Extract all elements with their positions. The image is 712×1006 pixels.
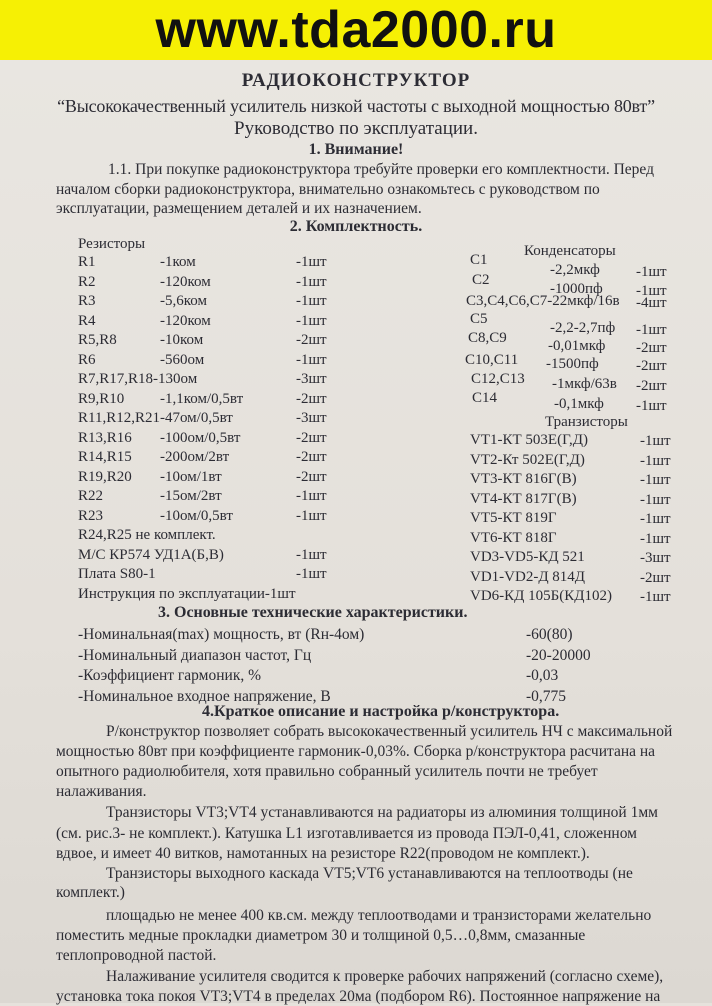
- section-1-heading: 1. Внимание!: [308, 141, 404, 158]
- resistors-header: Резисторы: [78, 236, 146, 252]
- body-line: опытного радиолюбителя, хотя правильно собранный усилитель почти не требует: [56, 763, 598, 780]
- resistor-value: -10ом/0,5вт: [160, 507, 233, 524]
- capacitor-qty: -2шт: [636, 358, 667, 374]
- capacitor-qty: -2шт: [636, 378, 667, 394]
- resistor-value: -10ком: [160, 332, 204, 348]
- body-line: теплопроводной пастой.: [56, 947, 217, 964]
- capacitor-value: -1мкф/63в: [552, 376, 617, 392]
- capacitor-name: C3,C4,C6,C7-22мкф/16в: [466, 293, 620, 309]
- resistor-value: -560ом: [160, 351, 205, 368]
- resistor-qty: -3шт: [296, 371, 327, 387]
- spec-value: -20-20000: [526, 646, 591, 664]
- doc-title: РАДИОКОНСТРУКТОР: [241, 70, 471, 91]
- section-4-heading: 4.Краткое описание и настройка р/конструктора.: [202, 703, 560, 720]
- capacitor-qty: -4шт: [636, 295, 667, 311]
- resistor-qty: -1шт: [296, 273, 327, 290]
- capacitor-name: C5: [470, 311, 488, 327]
- body-line: площадью не менее 400 кв.см. между теплоотводами и транзисторами желательно: [106, 907, 652, 924]
- resistor-name: Плата S80-1: [78, 566, 156, 582]
- body-line: мощностью 80вт при коэффициенте гармоник-0,03%. Сборка р/конструктора расчитана на: [56, 743, 656, 760]
- resistor-qty: -1шт: [296, 566, 327, 582]
- transistor-name: VD3-VD5-КД 521: [470, 549, 585, 565]
- capacitor-name: C2: [472, 272, 490, 288]
- spec-label: -Номинальный диапазон частот, Гц: [78, 646, 312, 664]
- capacitor-value: -1500пф: [546, 356, 599, 372]
- body-line: вдвое, и имеет 40 витков, намотанных на резисторе R22(проводом не комплект.).: [56, 845, 590, 862]
- capacitor-value: -1000пф: [550, 281, 603, 297]
- capacitor-name: C1: [470, 252, 488, 268]
- resistor-name: R2: [78, 273, 96, 290]
- resistor-name: R1: [78, 254, 96, 270]
- capacitor-name: C8,C9: [468, 330, 507, 346]
- resistor-qty: -2шт: [296, 468, 327, 485]
- resistor-qty: -1шт: [296, 351, 327, 368]
- capacitors-header: Конденсаторы: [524, 243, 616, 259]
- resistor-value: -15ом/2вт: [160, 488, 222, 504]
- body-line: налаживания.: [56, 783, 147, 800]
- body-line: Транзисторы VT3;VT4 устанавливаются на радиаторы из алюминия толщиной 1мм: [106, 804, 658, 821]
- transistor-qty: -1шт: [640, 452, 671, 469]
- resistor-qty: -1шт: [296, 293, 327, 309]
- body-line: Налаживание усилителя сводится к проверке рабочих напряжений (согласно схеме),: [106, 968, 664, 985]
- capacitor-name: C10,C11: [465, 352, 519, 368]
- capacitor-value: -2,2-2,7пф: [550, 320, 616, 336]
- resistor-value: -120ком: [160, 312, 211, 329]
- resistor-name: М/С КР574 УД1А(Б,В): [78, 546, 224, 563]
- resistor-qty: -1шт: [296, 507, 327, 524]
- transistor-name: VT6-КТ 818Г: [470, 529, 557, 546]
- spec-value: -0,03: [526, 667, 559, 684]
- doc-subtitle-2: Руководство по эксплуатации.: [234, 118, 478, 139]
- capacitor-name: C14: [472, 390, 498, 406]
- resistor-name: R9,R10: [78, 390, 125, 407]
- capacitor-value: -2,2мкф: [550, 262, 600, 278]
- transistor-qty: -2шт: [640, 569, 671, 586]
- body-line: установка тока покоя VT3;VT4 в пределах 20ма (подбором R6). Постоянное напряжение на: [56, 988, 661, 1005]
- section-1-line-1: 1.1. При покупке радиоконструктора требуйте проверки его комплектности. Перед: [108, 161, 654, 178]
- resistor-qty: -2шт: [296, 449, 327, 465]
- resistor-name: R24,R25 не комплект.: [78, 527, 216, 543]
- resistor-name: R19,R20: [78, 468, 132, 485]
- resistor-value: -10ом/1вт: [160, 468, 222, 485]
- transistor-name: VT1-КТ 503Е(Г,Д): [470, 432, 589, 448]
- resistor-name: R3: [78, 293, 96, 309]
- capacitor-qty: -1шт: [636, 398, 667, 414]
- capacitor-value: -0,01мкф: [548, 338, 606, 354]
- transistor-name: VD1-VD2-Д 814Д: [470, 568, 586, 585]
- resistor-qty: -1шт: [296, 312, 327, 329]
- transistor-name: VD6-КД 105Б(КД102): [470, 588, 612, 604]
- resistor-name: R6: [78, 351, 96, 368]
- body-line: Транзисторы выходного каскада VT5;VT6 устанавливаются на теплоотводы (не: [106, 865, 633, 882]
- capacitor-qty: -2шт: [636, 340, 667, 356]
- resistor-value: -200ом/2вт: [160, 449, 230, 465]
- doc-subtitle: “Высококачественный усилитель низкой частоты с выходной мощностью 80вт”: [57, 96, 655, 116]
- transistor-qty: -3шт: [640, 550, 671, 566]
- body-line: Р/конструктор позволяет собрать высококачественный усилитель НЧ с максимальной: [106, 723, 673, 740]
- transistor-qty: -1шт: [640, 472, 671, 488]
- resistor-value: -1,1ком/0,5вт: [160, 390, 244, 407]
- resistor-name: Инструкция по эксплуатации-1шт: [78, 585, 296, 602]
- resistor-name: R23: [78, 507, 104, 524]
- body-line: (см. рис.3- не комплект.). Катушка L1 изготавливается из провода ПЭЛ-0,41, сложенном: [56, 825, 637, 842]
- resistor-name: R22: [78, 488, 104, 504]
- resistor-qty: -2шт: [296, 390, 327, 407]
- spec-value: -0,775: [526, 687, 567, 705]
- body-line: поместить медные прокладки диаметром 30 и толщиной 0,5…0,8мм, смазанные: [56, 927, 586, 944]
- transistors-header: Транзисторы: [545, 414, 628, 430]
- capacitor-qty: -1шт: [636, 322, 667, 338]
- resistor-qty: -1шт: [296, 254, 327, 270]
- capacitor-qty: -1шт: [636, 283, 667, 299]
- resistor-value: -120ком: [160, 273, 211, 290]
- transistor-name: VT5-КТ 819Г: [470, 510, 557, 526]
- capacitor-qty: -1шт: [636, 264, 667, 280]
- transistor-qty: -1шт: [640, 491, 671, 508]
- transistor-qty: -1шт: [640, 511, 671, 527]
- transistor-qty: -1шт: [640, 433, 671, 449]
- transistor-name: VT3-КТ 816Г(В): [470, 471, 577, 487]
- spec-value: -60(80): [526, 626, 573, 643]
- transistor-qty: -1шт: [640, 589, 671, 605]
- resistor-name: R7,R17,R18-130ом: [78, 371, 198, 387]
- section-2-heading: 2. Комплектность.: [289, 218, 423, 235]
- resistor-qty: -3шт: [296, 410, 327, 426]
- resistor-qty: -1шт: [296, 546, 327, 563]
- section-3-heading: 3. Основные технические характеристики.: [158, 604, 468, 621]
- spec-label: -Коэффициент гармоник, %: [78, 667, 262, 684]
- resistor-name: R13,R16: [78, 429, 132, 446]
- section-1-line-3: эксплуатации, размещением деталей и их назначением.: [56, 200, 422, 217]
- capacitor-value: -0,1мкф: [554, 396, 604, 412]
- transistor-qty: -1шт: [640, 530, 671, 547]
- resistor-name: R4: [78, 312, 96, 329]
- resistor-qty: -2шт: [296, 332, 327, 348]
- transistor-name: VT2-Кт 502Е(Г,Д): [470, 451, 585, 468]
- capacitor-name: C12,C13: [471, 371, 525, 387]
- resistor-qty: -2шт: [296, 429, 327, 446]
- resistor-value: -5,6ком: [160, 293, 207, 309]
- body-line: комплект.): [56, 884, 125, 901]
- resistor-name: R14,R15: [78, 449, 132, 465]
- transistor-name: VT4-КТ 817Г(В): [470, 490, 577, 507]
- spec-label: -Номинальная(max) мощность, вт (Rн-4ом): [78, 626, 365, 643]
- resistor-value: -100ом/0,5вт: [160, 429, 241, 446]
- section-1-line-2: началом сборки радиоконструктора, внимательно ознакомьтесь с руководством по: [56, 181, 600, 198]
- resistor-name: R11,R12,R21-47ом/0,5вт: [78, 410, 233, 426]
- spec-label: -Номинальное входное напряжение, В: [78, 687, 331, 705]
- resistor-value: -1ком: [160, 254, 196, 270]
- resistor-name: R5,R8: [78, 332, 117, 348]
- site-banner: www.tda2000.ru: [0, 0, 712, 60]
- resistor-qty: -1шт: [296, 488, 327, 504]
